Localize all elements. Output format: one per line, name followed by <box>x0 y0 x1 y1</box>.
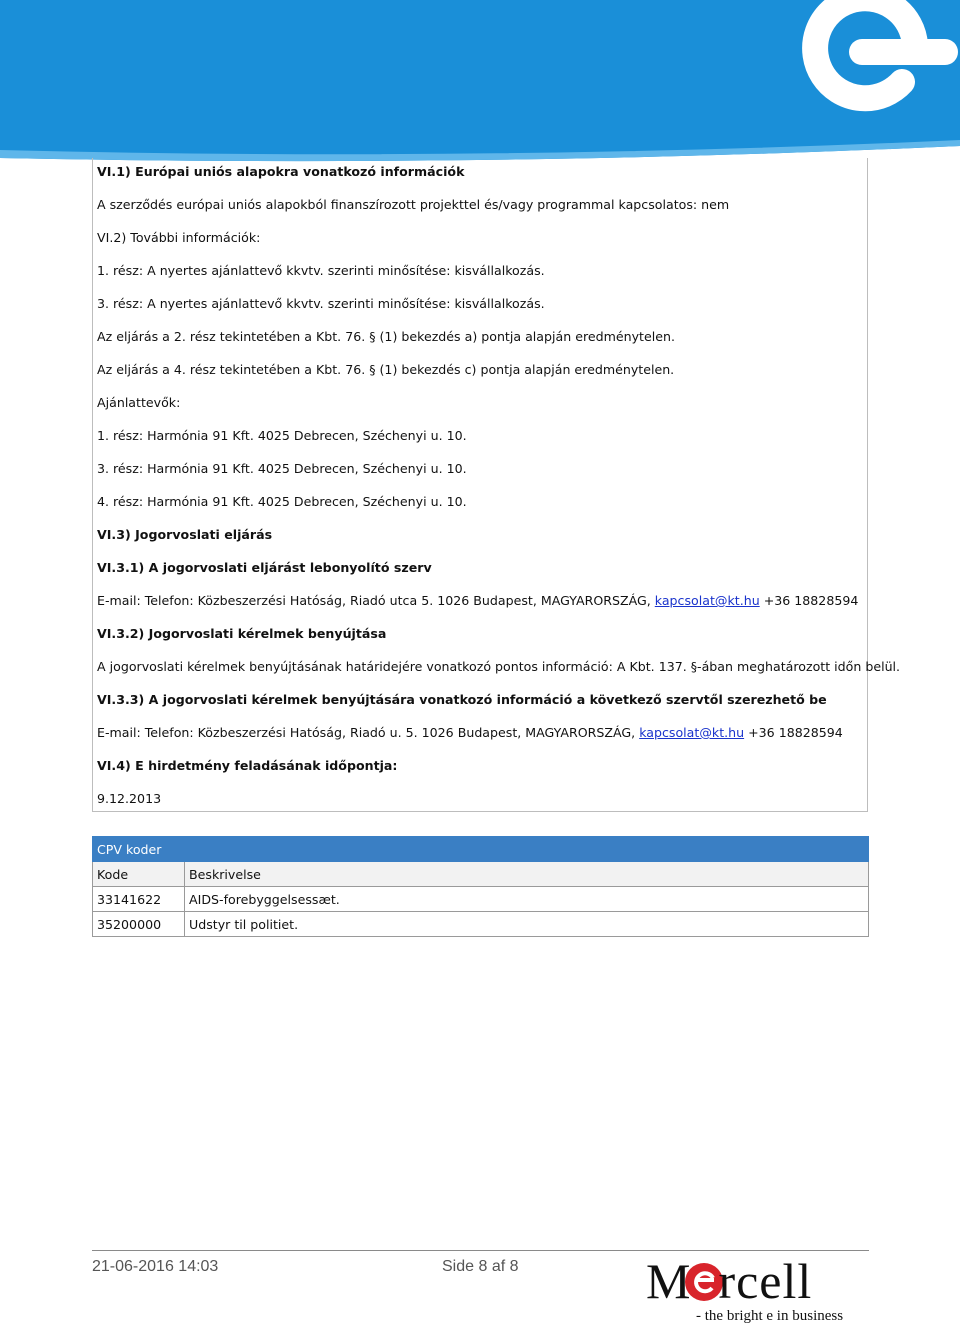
email-link[interactable]: kapcsolat@kt.hu <box>639 725 745 740</box>
cpv-table <box>92 836 869 937</box>
logo-wordmark: M rcell <box>646 1253 813 1309</box>
phone-number: +36 18828594 <box>744 725 843 740</box>
notice-line: 1. rész: A nyertes ajánlattevő kkvtv. szerinti minősítése: kisvállalkozás. <box>97 263 545 278</box>
notice-line <box>97 593 858 609</box>
header-banner <box>0 0 960 175</box>
notice-line: 1. rész: Harmónia 91 Kft. 4025 Debrecen, Széchenyi u. 10. <box>97 428 467 443</box>
line-text: E-mail: Telefon: Közbeszerzési Hatóság, Riadó utca 5. 1026 Budapest, MAGYARORSZÁG, <box>97 593 655 608</box>
email-link[interactable]: kapcsolat@kt.hu <box>654 593 760 608</box>
table-row <box>93 887 869 912</box>
notice-line: VI.3.3) A jogorvoslati kérelmek benyújtására vonatkozó információ a következő szervtől szerezhető be <box>97 692 827 707</box>
notice-line: 4. rész: Harmónia 91 Kft. 4025 Debrecen, Széchenyi u. 10. <box>97 494 467 509</box>
cpv-col-desc: Beskrivelse <box>185 862 869 887</box>
notice-line: A jogorvoslati kérelmek benyújtásának határidejére vonatkozó pontos információ: A Kbt. 137. §-ában meghatározott időn belül. <box>97 659 901 674</box>
notice-line: 3. rész: Harmónia 91 Kft. 4025 Debrecen, Széchenyi u. 10. <box>97 461 467 476</box>
cpv-code: 33141622 <box>93 887 185 912</box>
notice-line: VI.3.1) A jogorvoslati eljárást lebonyolító szerv <box>97 560 432 575</box>
phone-number: +36 18828594 <box>759 593 859 608</box>
notice-line: 3. rész: A nyertes ajánlattevő kkvtv. szerinti minősítése: kisvállalkozás. <box>97 296 545 311</box>
notice-line: Ajánlattevők: <box>97 395 181 410</box>
cpv-col-code: Kode <box>93 862 185 887</box>
notice-section-vi <box>92 158 868 812</box>
cpv-desc: AIDS-forebyggelsessæt. <box>185 887 869 912</box>
notice-line: VI.2) További információk: <box>97 230 261 245</box>
notice-line: 9.12.2013 <box>97 791 162 806</box>
footer-date: 21-06-2016 14:03 <box>92 1258 219 1275</box>
notice-line <box>97 725 843 741</box>
notice-line: A szerződés európai uniós alapokból finanszírozott projekttel és/vagy programmal kapcsolatos: nem <box>97 197 730 212</box>
table-row <box>93 912 869 937</box>
notice-line: Az eljárás a 4. rész tekintetében a Kbt. 76. § (1) bekezdés c) pontja alapján eredménytelen. <box>97 362 675 377</box>
mercell-logo <box>640 1252 870 1328</box>
cpv-table-title: CPV koder <box>93 837 869 862</box>
notice-line: Az eljárás a 2. rész tekintetében a Kbt. 76. § (1) bekezdés a) pontja alapján eredménytelen. <box>97 329 675 344</box>
footer-page-number: Side 8 af 8 <box>442 1258 519 1275</box>
notice-line: VI.3) Jogorvoslati eljárás <box>97 527 273 542</box>
line-text: E-mail: Telefon: Közbeszerzési Hatóság, Riadó u. 5. 1026 Budapest, MAGYARORSZÁG, <box>97 725 640 740</box>
notice-line: VI.3.2) Jogorvoslati kérelmek benyújtása <box>97 626 387 641</box>
notice-line: VI.4) E hirdetmény feladásának időpontja: <box>97 758 398 773</box>
logo-tagline: - the bright e in business <box>696 1308 844 1324</box>
notice-line: VI.1) Európai uniós alapokra vonatkozó információk <box>97 164 465 179</box>
cpv-code: 35200000 <box>93 912 185 937</box>
footer-divider <box>92 1250 869 1251</box>
cpv-desc: Udstyr til politiet. <box>185 912 869 937</box>
